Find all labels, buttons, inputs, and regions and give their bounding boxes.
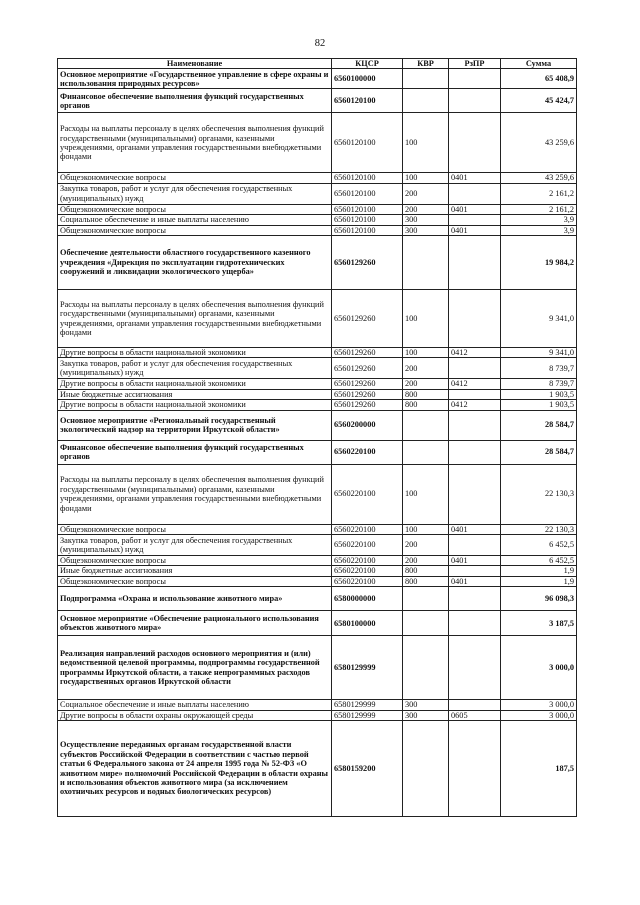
cell-kcsr: 6580129999: [332, 700, 403, 710]
cell-kcsr: 6580000000: [332, 587, 403, 611]
cell-kcsr: 6560220100: [332, 576, 403, 586]
cell-kcsr: 6560220100: [332, 556, 403, 566]
cell-kvr: 300: [403, 700, 449, 710]
table-row: [58, 464, 577, 524]
cell-name: Расходы на выплаты персоналу в целях обеспечения выполнения функций государственными (муниципальными) органами, казенными учреждениями, органами управления государственными внебюджетными фондами: [58, 290, 332, 348]
cell-rzpr: 0412: [449, 400, 501, 410]
cell-kvr: 200: [403, 556, 449, 566]
cell-rzpr: 0401: [449, 204, 501, 214]
cell-name: Подпрограмма «Охрана и использование животного мира»: [58, 587, 332, 611]
budget-table: [57, 58, 577, 817]
cell-name: Расходы на выплаты персоналу в целях обеспечения выполнения функций государственными (муниципальными) органами, казенными учреждениями, органами управления государственными внебюджетными фондами: [58, 113, 332, 173]
cell-kcsr: 6560120100: [332, 183, 403, 204]
table-row: [58, 524, 577, 534]
cell-sum: 6 452,5: [501, 535, 577, 556]
cell-name: Социальное обеспечение и иные выплаты населению: [58, 700, 332, 710]
cell-kcsr: 6560120100: [332, 225, 403, 235]
cell-rzpr: [449, 410, 501, 440]
cell-kcsr: 6560129260: [332, 389, 403, 399]
table-row: [58, 173, 577, 183]
cell-kvr: 200: [403, 183, 449, 204]
cell-rzpr: [449, 587, 501, 611]
cell-sum: 3,9: [501, 225, 577, 235]
cell-kcsr: 6560220100: [332, 464, 403, 524]
cell-rzpr: [449, 183, 501, 204]
cell-kvr: 100: [403, 173, 449, 183]
cell-name: Иные бюджетные ассигнования: [58, 566, 332, 576]
cell-sum: 9 341,0: [501, 348, 577, 358]
cell-kcsr: 6560120100: [332, 113, 403, 173]
cell-sum: 2 161,2: [501, 183, 577, 204]
cell-sum: 6 452,5: [501, 556, 577, 566]
table-row: [58, 89, 577, 113]
cell-sum: 8 739,7: [501, 379, 577, 389]
cell-sum: 28 584,7: [501, 410, 577, 440]
cell-kvr: 300: [403, 225, 449, 235]
cell-sum: 8 739,7: [501, 358, 577, 379]
cell-kcsr: 6580129999: [332, 710, 403, 720]
cell-sum: 1 903,5: [501, 400, 577, 410]
cell-kcsr: 6560129260: [332, 379, 403, 389]
table-row: [58, 183, 577, 204]
cell-sum: 19 984,2: [501, 236, 577, 290]
table-row: [58, 410, 577, 440]
cell-name: Закупка товаров, работ и услуг для обеспечения государственных (муниципальных) нужд: [58, 183, 332, 204]
cell-kvr: 200: [403, 535, 449, 556]
cell-kvr: 300: [403, 710, 449, 720]
cell-rzpr: 0401: [449, 173, 501, 183]
cell-rzpr: [449, 69, 501, 89]
cell-name: Другие вопросы в области национальной экономики: [58, 379, 332, 389]
cell-kcsr: 6580129999: [332, 636, 403, 700]
cell-name: Иные бюджетные ассигнования: [58, 389, 332, 399]
table-row: [58, 389, 577, 399]
cell-kvr: 800: [403, 389, 449, 399]
cell-kvr: [403, 636, 449, 700]
column-header-kcsr: КЦСР: [332, 59, 403, 69]
cell-kcsr: 6560220100: [332, 535, 403, 556]
cell-name: Общеэкономические вопросы: [58, 173, 332, 183]
cell-sum: 45 424,7: [501, 89, 577, 113]
cell-kcsr: 6560129260: [332, 236, 403, 290]
cell-sum: 1,9: [501, 566, 577, 576]
cell-sum: 43 259,6: [501, 113, 577, 173]
cell-rzpr: [449, 440, 501, 464]
cell-name: Осуществление переданных органам государственной власти субъектов Российской Федерации в соответствии с частью первой статьи 6 Федерального закона от 24 апреля 1995 года № 52-ФЗ «О животном мире» полномочий Российской Федерации в области охраны и использования объектов животного мира (за исключением охотничьих ресурсов и водных биологических ресурсов): [58, 721, 332, 817]
cell-rzpr: [449, 389, 501, 399]
cell-sum: 1,9: [501, 576, 577, 586]
table-header-row: [58, 59, 577, 69]
cell-sum: 187,5: [501, 721, 577, 817]
cell-sum: 43 259,6: [501, 173, 577, 183]
cell-sum: 3 000,0: [501, 700, 577, 710]
cell-rzpr: [449, 464, 501, 524]
cell-rzpr: [449, 700, 501, 710]
cell-kcsr: 6560129260: [332, 400, 403, 410]
cell-kcsr: 6560129260: [332, 290, 403, 348]
cell-kcsr: 6560100000: [332, 69, 403, 89]
cell-name: Основное мероприятие «Обеспечение рационального использования объектов животного мира»: [58, 611, 332, 636]
cell-kvr: 100: [403, 290, 449, 348]
cell-kcsr: 6580100000: [332, 611, 403, 636]
cell-kcsr: 6560220100: [332, 524, 403, 534]
cell-kvr: [403, 440, 449, 464]
cell-kcsr: 6560200000: [332, 410, 403, 440]
cell-kcsr: 6560220100: [332, 566, 403, 576]
cell-kcsr: 6560120100: [332, 173, 403, 183]
cell-kvr: 800: [403, 400, 449, 410]
cell-rzpr: [449, 636, 501, 700]
cell-kvr: [403, 587, 449, 611]
cell-name: Другие вопросы в области национальной экономики: [58, 348, 332, 358]
cell-sum: 22 130,3: [501, 524, 577, 534]
cell-kvr: 300: [403, 215, 449, 225]
cell-kvr: 200: [403, 379, 449, 389]
cell-sum: 3,9: [501, 215, 577, 225]
cell-name: Общеэкономические вопросы: [58, 204, 332, 214]
cell-name: Финансовое обеспечение выполнения функций государственных органов: [58, 440, 332, 464]
cell-kvr: 100: [403, 524, 449, 534]
cell-rzpr: [449, 566, 501, 576]
table-row: [58, 587, 577, 611]
cell-rzpr: 0412: [449, 348, 501, 358]
cell-rzpr: 0605: [449, 710, 501, 720]
cell-name: Реализация направлений расходов основного мероприятия и (или) ведомственной целевой программы, подпрограммы государственной программы Иркутской области, а также непрограммных расходов государственных органов Иркутской области: [58, 636, 332, 700]
cell-sum: 1 903,5: [501, 389, 577, 399]
cell-kvr: 800: [403, 566, 449, 576]
cell-sum: 65 408,9: [501, 69, 577, 89]
cell-name: Основное мероприятие «Государственное управление в сфере охраны и использования природных ресурсов»: [58, 69, 332, 89]
table-row: [58, 379, 577, 389]
cell-name: Социальное обеспечение и иные выплаты населению: [58, 215, 332, 225]
cell-rzpr: [449, 89, 501, 113]
cell-sum: 9 341,0: [501, 290, 577, 348]
cell-kvr: [403, 721, 449, 817]
cell-name: Закупка товаров, работ и услуг для обеспечения государственных (муниципальных) нужд: [58, 358, 332, 379]
cell-kcsr: 6580159200: [332, 721, 403, 817]
table-row: [58, 69, 577, 89]
cell-kcsr: 6560129260: [332, 358, 403, 379]
cell-name: Финансовое обеспечение выполнения функций государственных органов: [58, 89, 332, 113]
table-row: [58, 700, 577, 710]
cell-kvr: 200: [403, 358, 449, 379]
table-row: [58, 710, 577, 720]
cell-name: Общеэкономические вопросы: [58, 225, 332, 235]
table-row: [58, 358, 577, 379]
cell-kvr: [403, 69, 449, 89]
table-row: [58, 225, 577, 235]
table-row: [58, 556, 577, 566]
column-header-kvr: КВР: [403, 59, 449, 69]
cell-name: Расходы на выплаты персоналу в целях обеспечения выполнения функций государственными (муниципальными) органами, казенными учреждениями, органами управления государственными внебюджетными фондами: [58, 464, 332, 524]
cell-kcsr: 6560120100: [332, 89, 403, 113]
cell-rzpr: [449, 358, 501, 379]
cell-rzpr: [449, 721, 501, 817]
cell-kvr: [403, 89, 449, 113]
cell-name: Общеэкономические вопросы: [58, 556, 332, 566]
cell-name: Другие вопросы в области национальной экономики: [58, 400, 332, 410]
table-row: [58, 290, 577, 348]
table-row: [58, 535, 577, 556]
cell-sum: 3 187,5: [501, 611, 577, 636]
cell-sum: 3 000,0: [501, 636, 577, 700]
cell-sum: 96 098,3: [501, 587, 577, 611]
table-row: [58, 400, 577, 410]
cell-kvr: 100: [403, 113, 449, 173]
cell-kvr: [403, 611, 449, 636]
table-row: [58, 215, 577, 225]
table-row: [58, 113, 577, 173]
table-row: [58, 348, 577, 358]
page-number: 82: [314, 38, 326, 49]
cell-rzpr: [449, 215, 501, 225]
cell-rzpr: [449, 236, 501, 290]
cell-kcsr: 6560220100: [332, 440, 403, 464]
cell-name: Общеэкономические вопросы: [58, 524, 332, 534]
cell-kvr: 100: [403, 348, 449, 358]
cell-kvr: 800: [403, 576, 449, 586]
cell-name: Другие вопросы в области охраны окружающей среды: [58, 710, 332, 720]
cell-rzpr: [449, 113, 501, 173]
table-row: [58, 440, 577, 464]
cell-kvr: [403, 236, 449, 290]
cell-rzpr: 0401: [449, 225, 501, 235]
cell-sum: 2 161,2: [501, 204, 577, 214]
cell-rzpr: [449, 290, 501, 348]
cell-sum: 3 000,0: [501, 710, 577, 720]
cell-rzpr: 0401: [449, 524, 501, 534]
cell-kvr: 100: [403, 464, 449, 524]
table-row: [58, 721, 577, 817]
table-row: [58, 611, 577, 636]
table-row: [58, 566, 577, 576]
cell-kvr: [403, 410, 449, 440]
table-row: [58, 236, 577, 290]
table-row: [58, 204, 577, 214]
cell-name: Общеэкономические вопросы: [58, 576, 332, 586]
cell-sum: 28 584,7: [501, 440, 577, 464]
cell-name: Обеспечение деятельности областного государственного казенного учреждения «Дирекция по эксплуатации гидротехнических сооружений и ликвидации экологического ущерба»: [58, 236, 332, 290]
cell-rzpr: 0401: [449, 576, 501, 586]
cell-rzpr: 0412: [449, 379, 501, 389]
cell-kvr: 200: [403, 204, 449, 214]
column-header-rzpr: РзПР: [449, 59, 501, 69]
cell-sum: 22 130,3: [501, 464, 577, 524]
cell-name: Основное мероприятие «Региональный государственный экологический надзор на территории Иркутской области»: [58, 410, 332, 440]
cell-rzpr: 0401: [449, 556, 501, 566]
table-row: [58, 576, 577, 586]
cell-rzpr: [449, 535, 501, 556]
cell-kcsr: 6560129260: [332, 348, 403, 358]
column-header-name: Наименование: [58, 59, 332, 69]
cell-kcsr: 6560120100: [332, 215, 403, 225]
cell-rzpr: [449, 611, 501, 636]
cell-name: Закупка товаров, работ и услуг для обеспечения государственных (муниципальных) нужд: [58, 535, 332, 556]
column-header-sum: Сумма: [501, 59, 577, 69]
table-row: [58, 636, 577, 700]
cell-kcsr: 6560120100: [332, 204, 403, 214]
